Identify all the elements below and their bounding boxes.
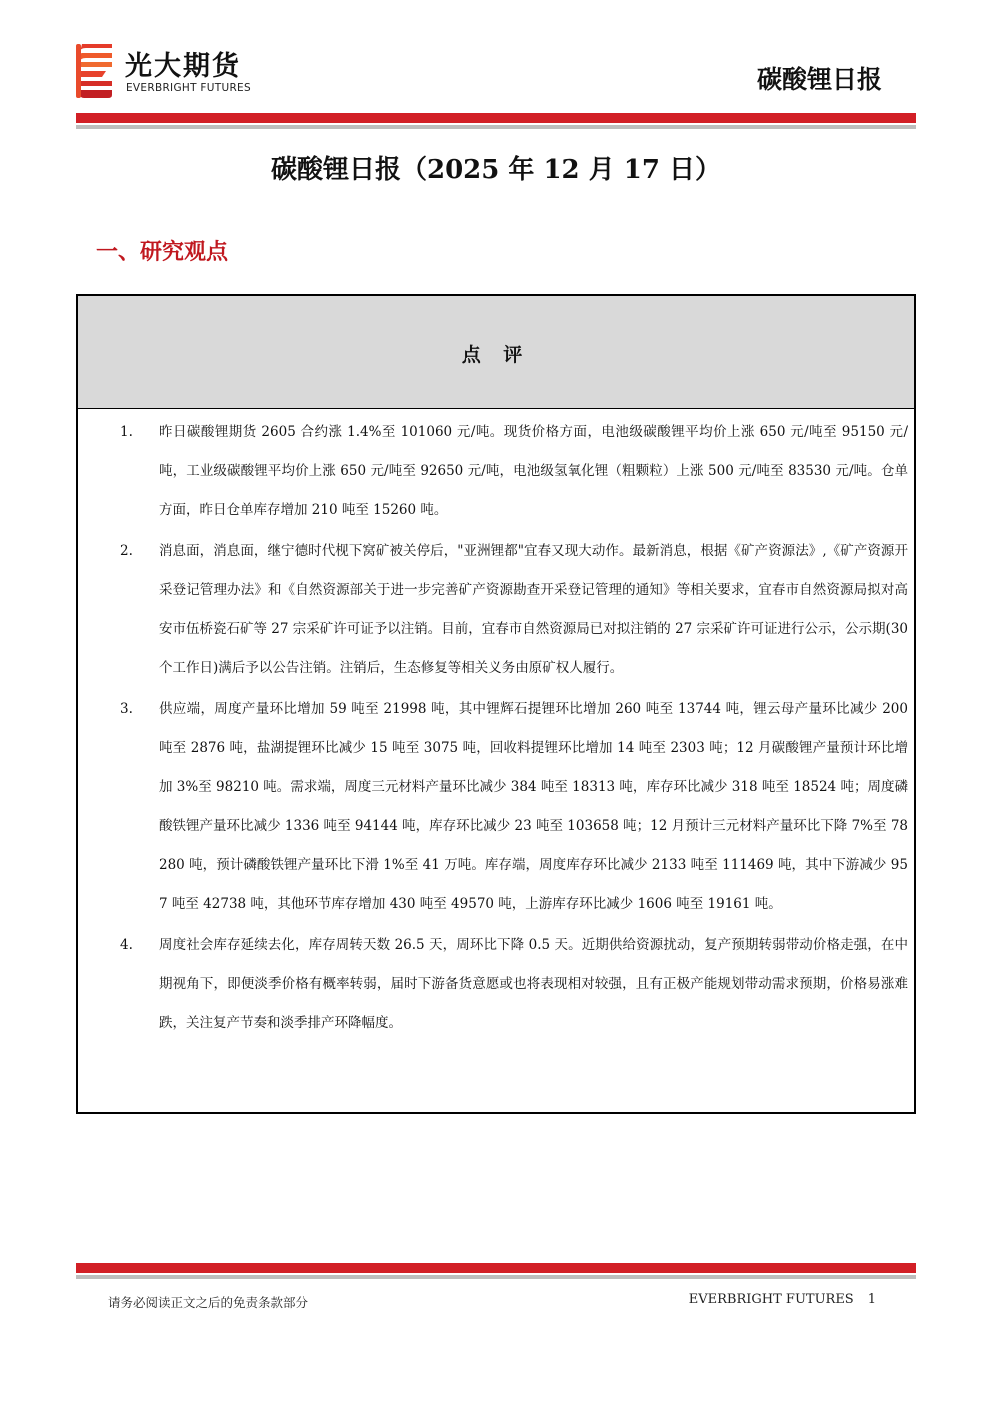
footer-disclaimer: 请务必阅读正文之后的免责条款部分 bbox=[108, 1295, 309, 1310]
header-divider bbox=[76, 113, 916, 129]
logo-english-name: EVERBRIGHT FUTURES bbox=[126, 82, 251, 94]
list-item-text: 消息面，消息面，继宁德时代枧下窝矿被关停后，"亚洲锂都"宜春又现大动作。最新消息，根据《矿产资源法》,《矿产资源开采登记管理办法》和《自然资源部关于进一步完善矿产资源勘查开采登记管理的通知》等相关要求，宜春市自然资源局拟对高安市伍桥瓷石矿等 27 宗采矿许可证予以注销。目前，宜春市自然资源局已对拟注销的 27 宗采矿许可证进行公示，公示期(30 个工作日)满后予以公告注销。注销后，生态修复等相关义务由原矿权人履行。 bbox=[159, 543, 908, 676]
list-item-text: 供应端，周度产量环比增加 59 吨至 21998 吨，其中锂辉石提锂环比增加 260 吨至 13744 吨，锂云母产量环比减少 200 吨至 2876 吨，盐湖提锂环比减少 15 吨至 3075 吨，回收料提锂环比增加 14 吨至 2303 吨；12 月碳酸锂产量预计环比增加 3%至 98210 吨。需求端，周度三元材料产量环比减少 384 吨至 18313 吨，库存环比减少 318 吨至 18524 吨；周度磷酸铁锂产量环比减少 1336 吨至 94144 吨，库存环比减少 23 吨至 103658 吨；12 月预计三元材料产量环比下降 7%至 78280 吨，预计磷酸铁锂产量环比下滑 1%至 41 万吨。库存端，周度库存环比减少 2133 吨至 111469 吨，其中下游减少 957 吨至 42738 吨，其他环节库存增加 430 吨至 49570 吨，上游库存环比减少 1606 吨至 19161 吨。 bbox=[159, 701, 908, 912]
everbright-logo-icon bbox=[76, 42, 114, 100]
company-logo bbox=[76, 42, 286, 100]
list-item bbox=[78, 413, 914, 530]
list-item-text: 周度社会库存延续去化，库存周转天数 26.5 天，周环比下降 0.5 天。近期供给资源扰动，复产预期转弱带动价格走强，在中期视角下，即便淡季价格有概率转弱，届时下游备货意愿或也将表现相对较强，且有正极产能规划带动需求预期，价格易涨难跌，关注复产节奏和淡季排产环降幅度。 bbox=[159, 937, 908, 1031]
list-item bbox=[78, 690, 914, 924]
list-item bbox=[78, 532, 914, 688]
report-name: 碳酸锂日报 bbox=[756, 65, 882, 94]
comment-table bbox=[76, 294, 916, 1114]
logo-chinese-name: 光大期货 bbox=[125, 51, 241, 82]
list-item-number: 4. bbox=[120, 937, 133, 953]
page-title: 碳酸锂日报（2025 年 12 月 17 日） bbox=[271, 155, 721, 185]
list-item-text: 昨日碳酸锂期货 2605 合约涨 1.4%至 101060 元/吨。现货价格方面，电池级碳酸锂平均价上涨 650 元/吨至 95150 元/吨，工业级碳酸锂平均价上涨 650 元/吨至 92650 元/吨，电池级氢氧化锂（粗颗粒）上涨 500 元/吨至 83530 元/吨。仓单方面，昨日仓单库存增加 210 吨至 15260 吨。 bbox=[159, 424, 908, 518]
list-item-number: 2. bbox=[120, 543, 133, 559]
list-item-number: 3. bbox=[120, 701, 133, 717]
comment-list bbox=[78, 413, 914, 1043]
section-heading: 一、研究观点 bbox=[96, 240, 229, 265]
footer-company-name: EVERBRIGHT FUTURES bbox=[688, 1292, 854, 1307]
list-item bbox=[78, 926, 914, 1043]
page-number: 1 bbox=[867, 1292, 876, 1307]
footer-divider bbox=[76, 1263, 916, 1279]
comment-table-header bbox=[78, 296, 914, 409]
comment-table-header-label: 点 评 bbox=[461, 344, 531, 366]
footer-company bbox=[689, 1292, 876, 1307]
list-item-number: 1. bbox=[120, 424, 133, 440]
